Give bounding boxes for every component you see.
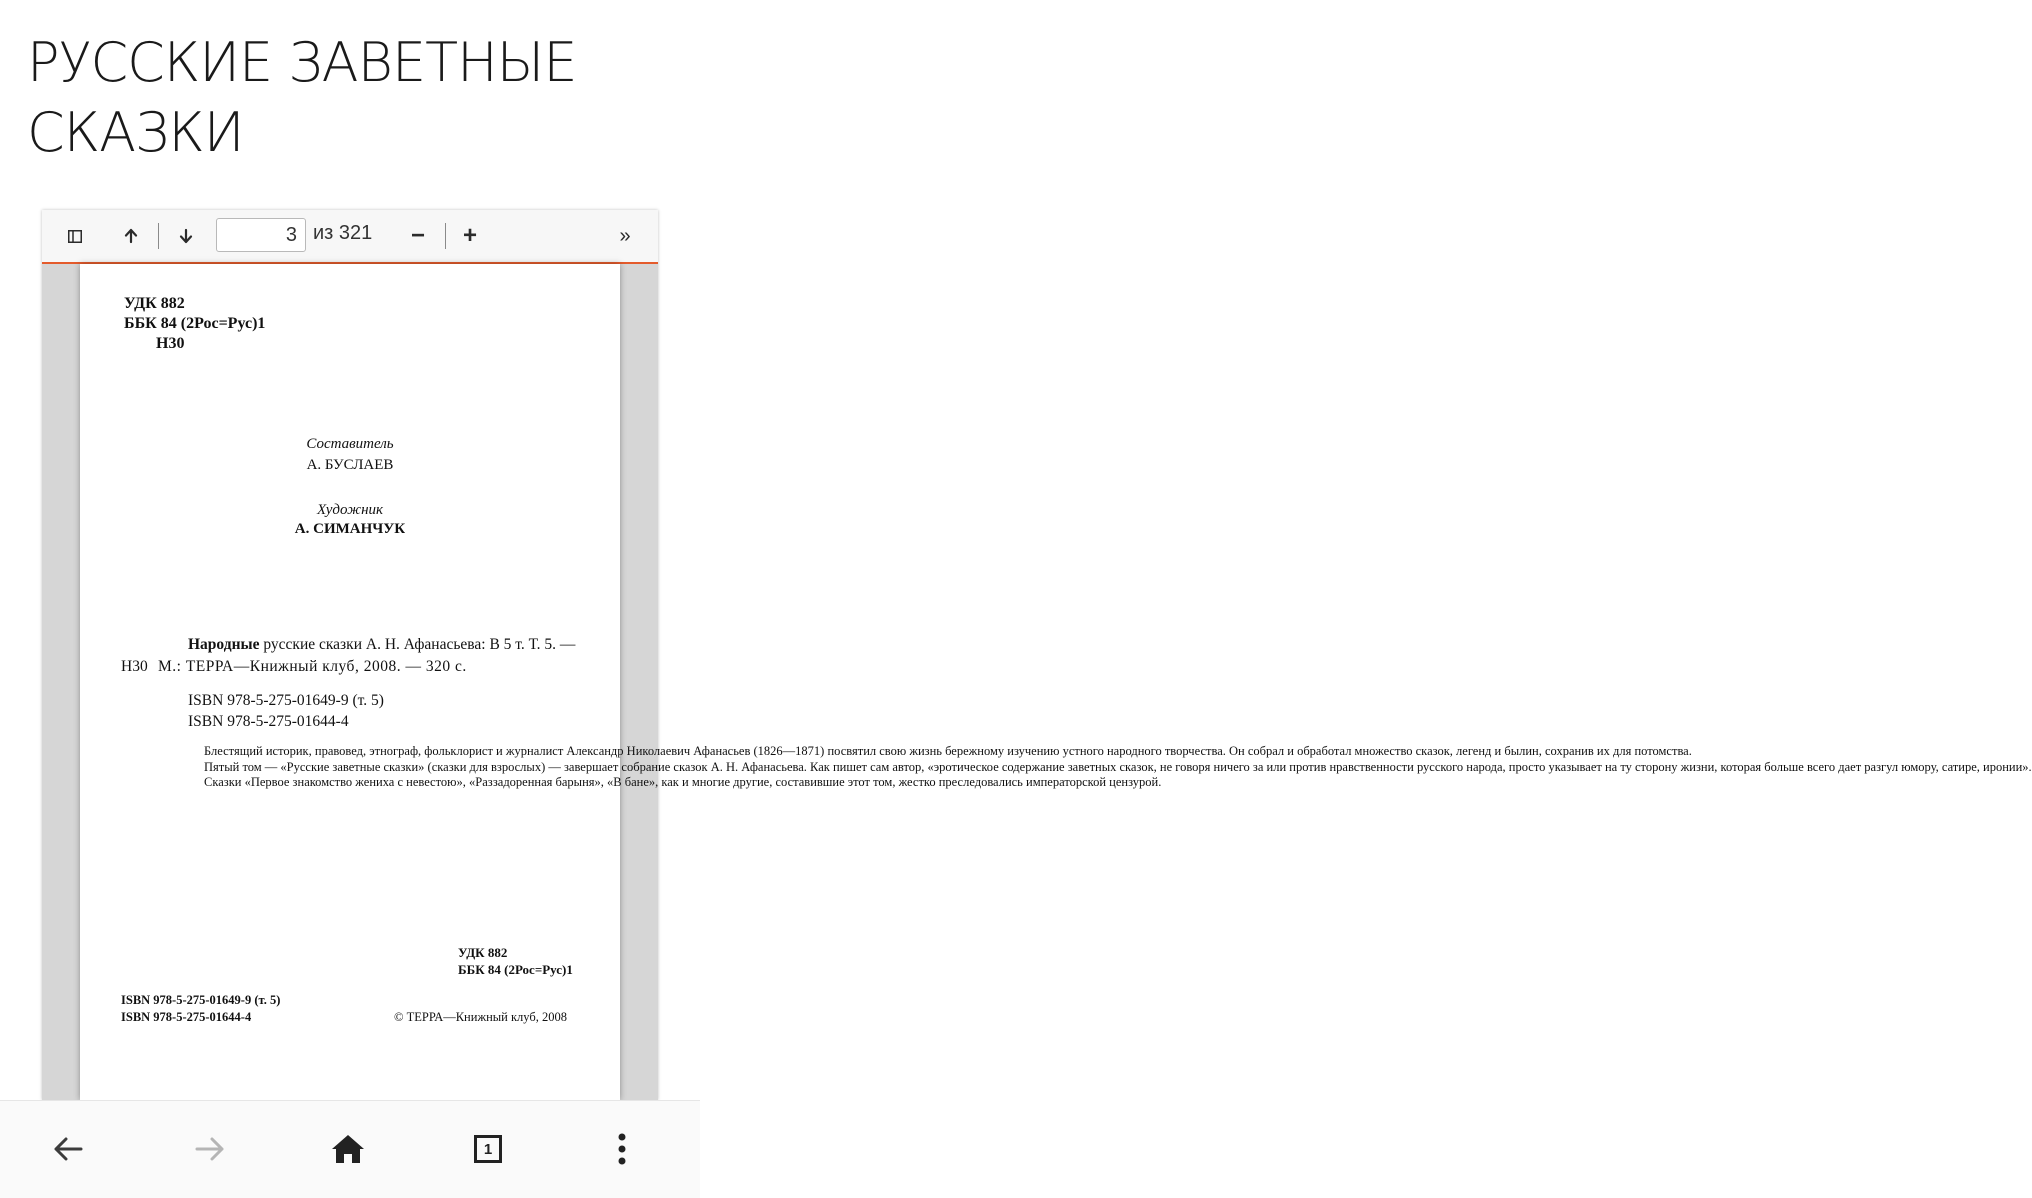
- udk-text: УДК 882: [124, 295, 185, 312]
- document-page: [80, 264, 2032, 1100]
- isbn-1: ISBN 978-5-275-01649-9 (т. 5): [188, 692, 384, 709]
- annotation-line-2: М.: ТЕРРА—Книжный клуб, 2008. — 320 с.: [158, 658, 467, 675]
- home-button[interactable]: [322, 1123, 374, 1175]
- artist-name: А. СИМАНЧУК: [294, 521, 406, 537]
- arrow-right-icon: [195, 1137, 225, 1161]
- browser-bottom-bar: [0, 1100, 700, 1198]
- abstract-paragraph: Пятый том — «Русские заветные сказки» (сказки для взрослых) — завершает собрание сказок А. Н. Афанасьева. Как пишет сам автор, «эротическое содержание заветных сказок, не говоря ничего за или против нравственности русского народа, просто указывает на ту сторону жизни, которая больше всего дает разгул юмору, сатире, иронии».: [204, 759, 2032, 774]
- forward-button[interactable]: [184, 1123, 236, 1175]
- tabs-button[interactable]: [462, 1123, 514, 1175]
- annotation-code: Н30: [121, 658, 148, 675]
- more-vertical-icon: [618, 1133, 626, 1165]
- isbn-bottom-2: ISBN 978-5-275-01644-4: [121, 1010, 252, 1024]
- code-text: Н30: [156, 335, 185, 352]
- isbn-bottom-block: [121, 992, 280, 1026]
- arrow-left-icon: [53, 1137, 83, 1161]
- annotation-rest: русские сказки А. Н. Афанасьева: В 5 т. Т. 5. —: [259, 636, 576, 653]
- zoom-out-button[interactable]: −: [410, 222, 425, 249]
- page-title-line-2: СКАЗКИ: [27, 101, 244, 164]
- annotation-title: Народные: [188, 636, 260, 653]
- toolbar-separator: [445, 223, 446, 249]
- back-button[interactable]: [42, 1123, 94, 1175]
- arrow-up-icon: [125, 229, 137, 243]
- previous-page-button[interactable]: [114, 220, 148, 252]
- abstract: [188, 744, 2032, 791]
- sidebar-icon: [68, 230, 82, 243]
- page-number-input[interactable]: [216, 218, 306, 252]
- toolbar-separator: [158, 223, 159, 249]
- pdf-viewer: [42, 210, 2032, 1100]
- menu-button[interactable]: [596, 1123, 648, 1175]
- tabs-count-icon: [474, 1135, 502, 1163]
- compiler-role: Составитель: [306, 436, 394, 452]
- isbn-block: [188, 690, 384, 732]
- udk-right-block: [458, 944, 573, 978]
- page-total-label: из 321: [313, 222, 373, 244]
- annotation-line-1: [188, 636, 575, 654]
- page-title-line-1: РУССКИЕ ЗАВЕТНЫЕ: [27, 31, 577, 94]
- udk-right: УДК 882: [458, 945, 508, 960]
- bbk-right: ББК 84 (2Рос=Рус)1: [458, 962, 573, 977]
- zoom-in-button[interactable]: +: [462, 222, 477, 249]
- pdf-toolbar: [42, 210, 658, 264]
- abstract-paragraph: Блестящий историк, правовед, этнограф, фольклорист и журналист Александр Николаевич Афанасьев (1826—1871) посвятил свою жизнь бережному изучению устного народного творчества. Он собрал и обработал множество сказок, легенд и былин, сохранив их для потомства.: [204, 744, 1692, 758]
- copyright: © ТЕРРА—Книжный клуб, 2008: [394, 1010, 567, 1024]
- arrow-down-icon: [180, 229, 192, 243]
- bbk-text: ББК 84 (2Рос=Рус)1: [124, 315, 266, 332]
- home-icon: [331, 1134, 365, 1164]
- artist-role: Художник: [316, 502, 384, 518]
- abstract-paragraph: Сказки «Первое знакомство жениха с невестою», «Раззадоренная барыня», «В бане», как и многие другие, составившие этот том, жестко преследовались императорской цензурой.: [204, 775, 1162, 789]
- isbn-2: ISBN 978-5-275-01644-4: [188, 713, 349, 730]
- udk-block: [124, 294, 265, 354]
- tab-count: 1: [483, 1140, 493, 1158]
- isbn-bottom-1: ISBN 978-5-275-01649-9 (т. 5): [121, 993, 281, 1007]
- page-title: [27, 28, 687, 168]
- compiler-name: А. БУСЛАЕВ: [306, 457, 394, 473]
- more-tools-button[interactable]: »: [619, 224, 631, 247]
- sidebar-toggle-button[interactable]: [58, 220, 92, 252]
- next-page-button[interactable]: [169, 220, 203, 252]
